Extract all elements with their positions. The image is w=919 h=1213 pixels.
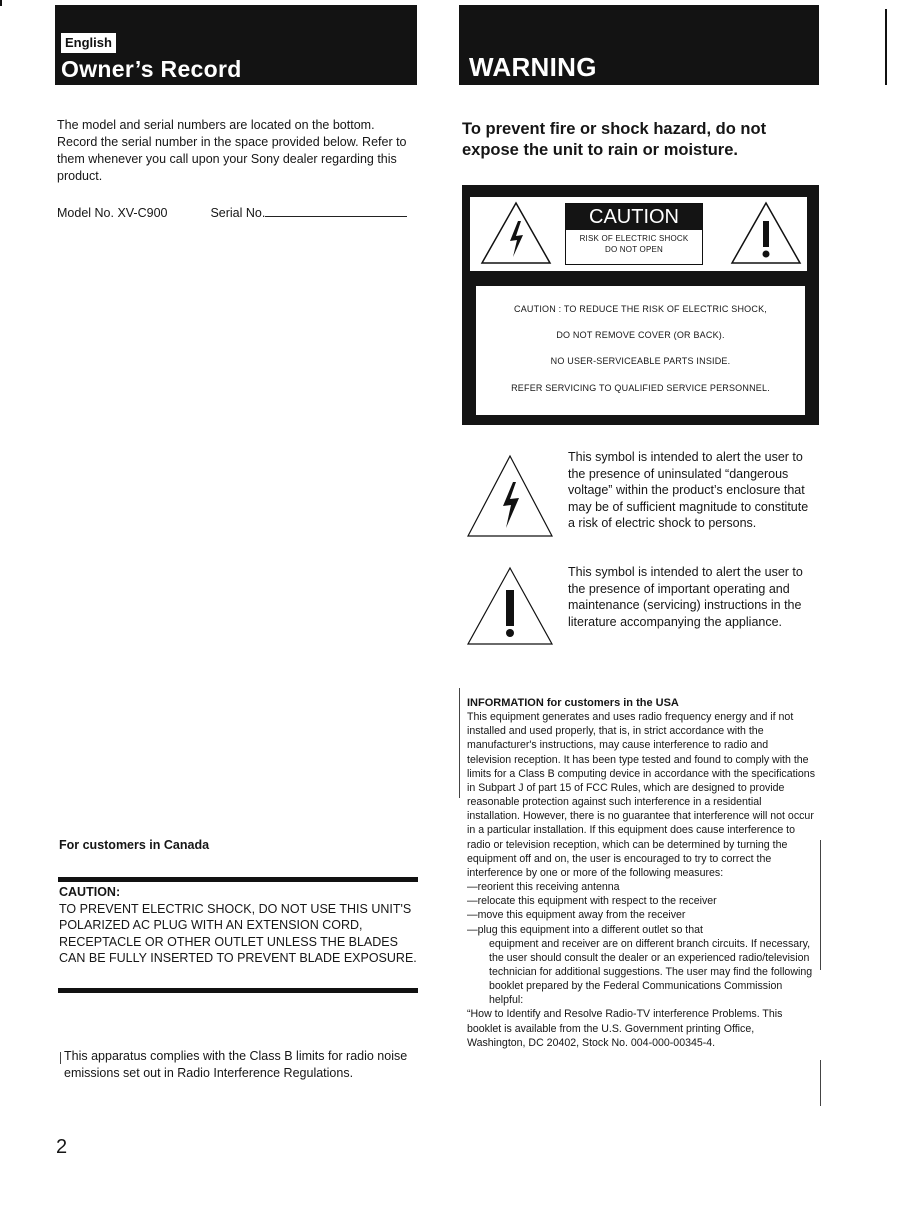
fcc-measure-cont-text: equipment and receiver are on different branch circuits. (489, 937, 748, 950)
caution-label-head: CAUTION (566, 204, 702, 230)
caution-line: REFER SERVICING TO QUALIFIED SERVICE PERSONNEL. (511, 383, 770, 393)
owners-record-title: Owner’s Record (61, 56, 242, 82)
model-label: Model No. XV-C900 (57, 206, 168, 220)
fcc-measure: —relocate this equipment with respect to the receiver (467, 895, 717, 908)
exclamation-warning-icon (730, 201, 802, 265)
caution-line: NO USER-SERVICEABLE PARTS INSIDE. (550, 356, 731, 366)
canada-caution-title: CAUTION: (59, 885, 121, 899)
fcc-information (467, 696, 815, 1050)
margin-rule (820, 1060, 821, 1106)
canada-caution-text: TO PREVENT ELECTRIC SHOCK, DO NOT USE THIS UNIT'S POLARIZED AC PLUG WITH AN EXTENSION CORD, RECEPTACLE OR OTHER OUTLET UNLESS THE BLADES CAN BE FULLY INSERTED TO PREVENT BLADE EXPOSURE. (59, 901, 417, 965)
fcc-measure: —reorient this receiving antenna (467, 881, 620, 894)
exclamation-symbol-text: This symbol is intended to alert the user to the presence of important operating and maintenance (servicing) instructions in the literature accompanying the appliance. (568, 565, 803, 629)
caution-label-line: DO NOT OPEN (604, 245, 664, 254)
fcc-body: This equipment generates and uses radio frequency energy and if not installed and used properly, that is, in strict accordance with the manufacturer's instructions, may cause interference to radio and television reception. It has been type tested and found to comply with the limits for a Class B computing device in accordance with the specifications in Subpart J of part 15 of FCC Rules, which are designed to provide reasonable protection against such interference in a residential installation. However, there is no guarantee that interference will not occur in a particular installation. If this equipment does cause interference to radio or television reception, which can be determined by turning the equipment off and on, the user is encouraged to try to correct the interference by one or more of the following measures: (467, 711, 815, 879)
serial-label: Serial No. (210, 206, 266, 220)
lightning-warning-icon (480, 201, 552, 265)
fcc-address: Washington, DC 20402, Stock No. 004-000-00345-4. (467, 1036, 716, 1049)
divider (58, 877, 418, 882)
margin-rule (820, 840, 821, 970)
warning-headline: To prevent fire or shock hazard, do not expose the unit to rain or moisture. (462, 120, 767, 159)
model-serial-row (57, 204, 417, 220)
lightning-symbol-icon (466, 454, 554, 538)
caution-panel (462, 185, 819, 425)
caution-statement (476, 286, 805, 415)
fcc-title: INFORMATION for customers in the USA (467, 697, 679, 709)
fcc-after-text: If necessary, the user should consult the dealer or an experienced radio/television technician for additional suggestions. The user may find the following booklet prepared by the Federal Communications Commission helpful: (489, 937, 813, 1007)
fcc-booklet: “How to Identify and Resolve Radio-TV interference Problems. This booklet is available from the U.S. Government printing Office, (467, 1008, 783, 1035)
owners-record-header (55, 5, 417, 85)
serial-number-blank (265, 204, 407, 217)
page-number: 2 (56, 1136, 68, 1158)
caution-label (565, 203, 703, 265)
divider (58, 988, 418, 993)
margin-mark (60, 1052, 61, 1064)
caution-label-line: RISK OF ELECTRIC SHOCK (579, 234, 689, 243)
margin-rule (459, 688, 460, 798)
fcc-measure-continued (467, 937, 815, 1008)
canada-section-title: For customers in Canada (59, 838, 210, 852)
caution-label-sub (566, 230, 702, 255)
lightning-symbol-text: This symbol is intended to alert the user to the presence of uninsulated “dangerous voltage” within the product’s enclosure that may be of sufficient magnitude to constitute a risk of electric shock to persons. (568, 450, 809, 530)
warning-header (459, 5, 819, 85)
fcc-measure: —plug this equipment into a different outlet so that (467, 923, 703, 936)
class-b-notice: This apparatus complies with the Class B limits for radio noise emissions set out in Radio Interference Regulations. (64, 1049, 408, 1080)
caution-line: DO NOT REMOVE COVER (OR BACK). (556, 330, 725, 340)
language-badge: English (61, 33, 116, 53)
margin-rule (885, 9, 887, 85)
owner-record-text: The model and serial numbers are located on the bottom. Record the serial number in the space provided below. Refer to them whenever you call upon your Sony dealer regarding this product. (57, 118, 407, 183)
canada-caution (59, 884, 419, 967)
caution-label-row (470, 197, 807, 271)
fcc-measure: —move this equipment away from the receiver (467, 909, 686, 922)
exclamation-symbol-icon (466, 566, 554, 646)
caution-line: CAUTION : TO REDUCE THE RISK OF ELECTRIC SHOCK, (514, 304, 767, 314)
warning-title: WARNING (469, 52, 597, 82)
corner-mark (0, 0, 2, 6)
